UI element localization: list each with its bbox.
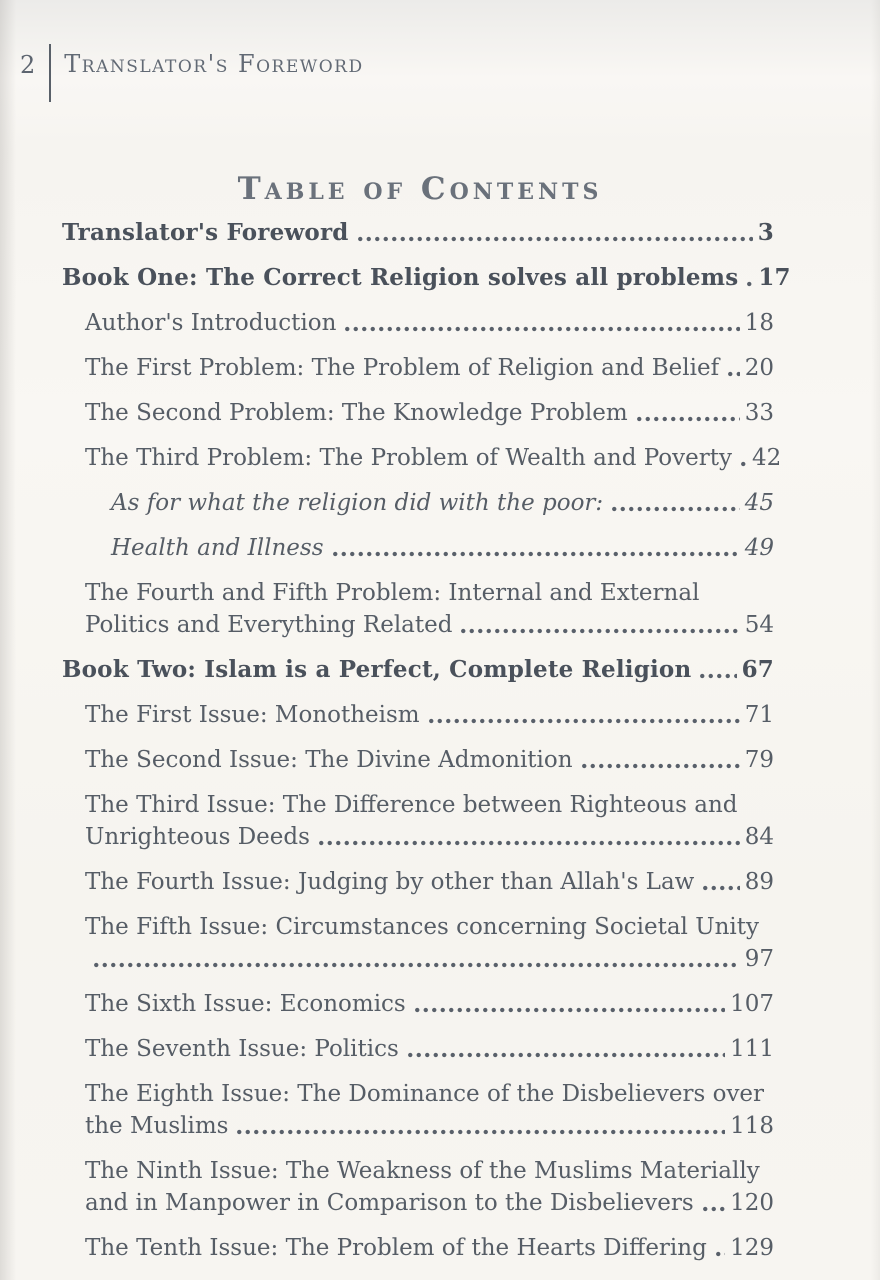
toc-entry [62, 866, 774, 898]
dot-leader [635, 416, 740, 422]
toc-page-number: 45 [744, 490, 774, 516]
toc-entry-text: The Second Problem: The Knowledge Problem [85, 400, 628, 426]
toc-entry-text: Health and Illness [111, 535, 324, 561]
dot-leader [427, 718, 740, 724]
toc-entry-text: The Fourth and Fifth Problem: Internal and External [85, 580, 700, 606]
toc-entry-text: Translator's Foreword [62, 219, 349, 246]
dot-leader [701, 1206, 725, 1212]
toc-entry-text: the Muslims [85, 1113, 229, 1139]
toc-entry-text: The Ninth Issue: The Weakness of the Muslims Materially [85, 1158, 760, 1184]
toc-entry-text: The Second Issue: The Divine Admonition [85, 747, 573, 773]
toc-entry-text: The Tenth Issue: The Problem of the Hearts Differing [85, 1235, 707, 1261]
toc-entry [62, 262, 791, 294]
toc-entry-text: The Sixth Issue: Economics [85, 991, 406, 1017]
header-chapter-title: Translator's Foreword [64, 50, 364, 78]
toc-entry [62, 217, 774, 249]
toc-entry-text: Politics and Everything Related [85, 612, 453, 638]
toc-page-number: 18 [744, 310, 774, 336]
dot-leader [739, 461, 747, 467]
toc-page-number: 3 [757, 219, 774, 246]
toc-entry [62, 1187, 774, 1219]
toc-entry-text: The First Issue: Monotheism [85, 702, 420, 728]
toc-entry-text: The Third Issue: The Difference between Righteous and [85, 792, 738, 818]
toc-entry [62, 1232, 774, 1264]
dot-leader [726, 371, 740, 377]
toc-entry [62, 821, 774, 853]
toc-page-number: 111 [730, 1036, 774, 1062]
dot-leader [356, 236, 753, 242]
toc-entry [62, 1033, 774, 1065]
toc-entry [62, 609, 774, 641]
dot-leader [745, 281, 753, 287]
dot-leader [406, 1052, 725, 1058]
toc-entry [62, 654, 774, 686]
page-title: Table of Contents [237, 170, 603, 207]
toc-entry-text: The Third Problem: The Problem of Wealth and Poverty [85, 445, 732, 471]
toc-entry [62, 789, 774, 821]
toc-entry-text: Author's Introduction [85, 310, 337, 336]
toc-entry [62, 1078, 774, 1110]
dot-leader [698, 673, 736, 679]
toc-entry [62, 1110, 774, 1142]
toc-entry [62, 487, 774, 519]
toc-page-number: 54 [744, 612, 774, 638]
toc-page-number: 49 [744, 535, 774, 561]
toc-entry-text: As for what the religion did with the poor: [111, 490, 604, 516]
dot-leader [317, 840, 740, 846]
toc-page-number: 89 [744, 869, 774, 895]
toc-entry [62, 1155, 774, 1187]
toc-entry [62, 744, 774, 776]
toc-page-number: 97 [744, 946, 774, 972]
toc-entry [62, 943, 774, 975]
dot-leader [580, 763, 740, 769]
toc-page-number: 84 [744, 824, 774, 850]
scan-edge-shading-left [0, 0, 18, 1280]
dot-leader [459, 628, 739, 634]
toc-page-number: 107 [730, 991, 774, 1017]
toc-list [62, 204, 791, 1264]
toc-entry [62, 988, 774, 1020]
dot-leader [343, 326, 739, 332]
toc-entry-text: The First Problem: The Problem of Religion and Belief [85, 355, 720, 381]
dot-leader [701, 885, 739, 891]
toc-page-number: 71 [744, 702, 774, 728]
toc-entry [62, 532, 774, 564]
scan-edge-shading-right [870, 0, 880, 1280]
toc-page-number: 33 [744, 400, 774, 426]
toc-page-number: 20 [744, 355, 774, 381]
toc-entry-text: The Fourth Issue: Judging by other than Allah's Law [85, 869, 695, 895]
dot-leader [331, 551, 740, 557]
toc-entry [62, 397, 774, 429]
toc-entry [62, 577, 774, 609]
toc-entry-text: Unrighteous Deeds [85, 824, 310, 850]
header-divider-rule [49, 44, 51, 102]
toc-entry-text: The Fifth Issue: Circumstances concerning Societal Unity [85, 914, 759, 940]
dot-leader [413, 1007, 725, 1013]
toc-page-number: 118 [730, 1113, 774, 1139]
toc-page-number: 17 [758, 264, 791, 291]
toc-entry-text: Book One: The Correct Religion solves all problems [62, 264, 739, 291]
dot-leader [714, 1251, 725, 1257]
toc-page-number: 42 [751, 445, 782, 471]
toc-page-number: 120 [730, 1190, 774, 1216]
toc-entry-text: The Seventh Issue: Politics [85, 1036, 399, 1062]
dot-leader [92, 962, 740, 968]
toc-entry-text: The Eighth Issue: The Dominance of the Disbelievers over [85, 1081, 765, 1107]
toc-page-number: 129 [730, 1235, 774, 1261]
toc-entry [62, 352, 774, 384]
dot-leader [610, 506, 740, 512]
toc-page-number: 67 [741, 656, 774, 683]
toc-entry [62, 307, 774, 339]
dot-leader [235, 1129, 725, 1135]
toc-entry [62, 699, 774, 731]
toc-entry-text: Book Two: Islam is a Perfect, Complete Religion [62, 656, 692, 683]
header-page-number: 2 [20, 51, 36, 79]
toc-page-number: 79 [744, 747, 774, 773]
toc-entry-text: and in Manpower in Comparison to the Disbelievers [85, 1190, 694, 1216]
running-header [20, 44, 364, 102]
toc-entry [62, 442, 782, 474]
toc-entry [62, 911, 774, 943]
